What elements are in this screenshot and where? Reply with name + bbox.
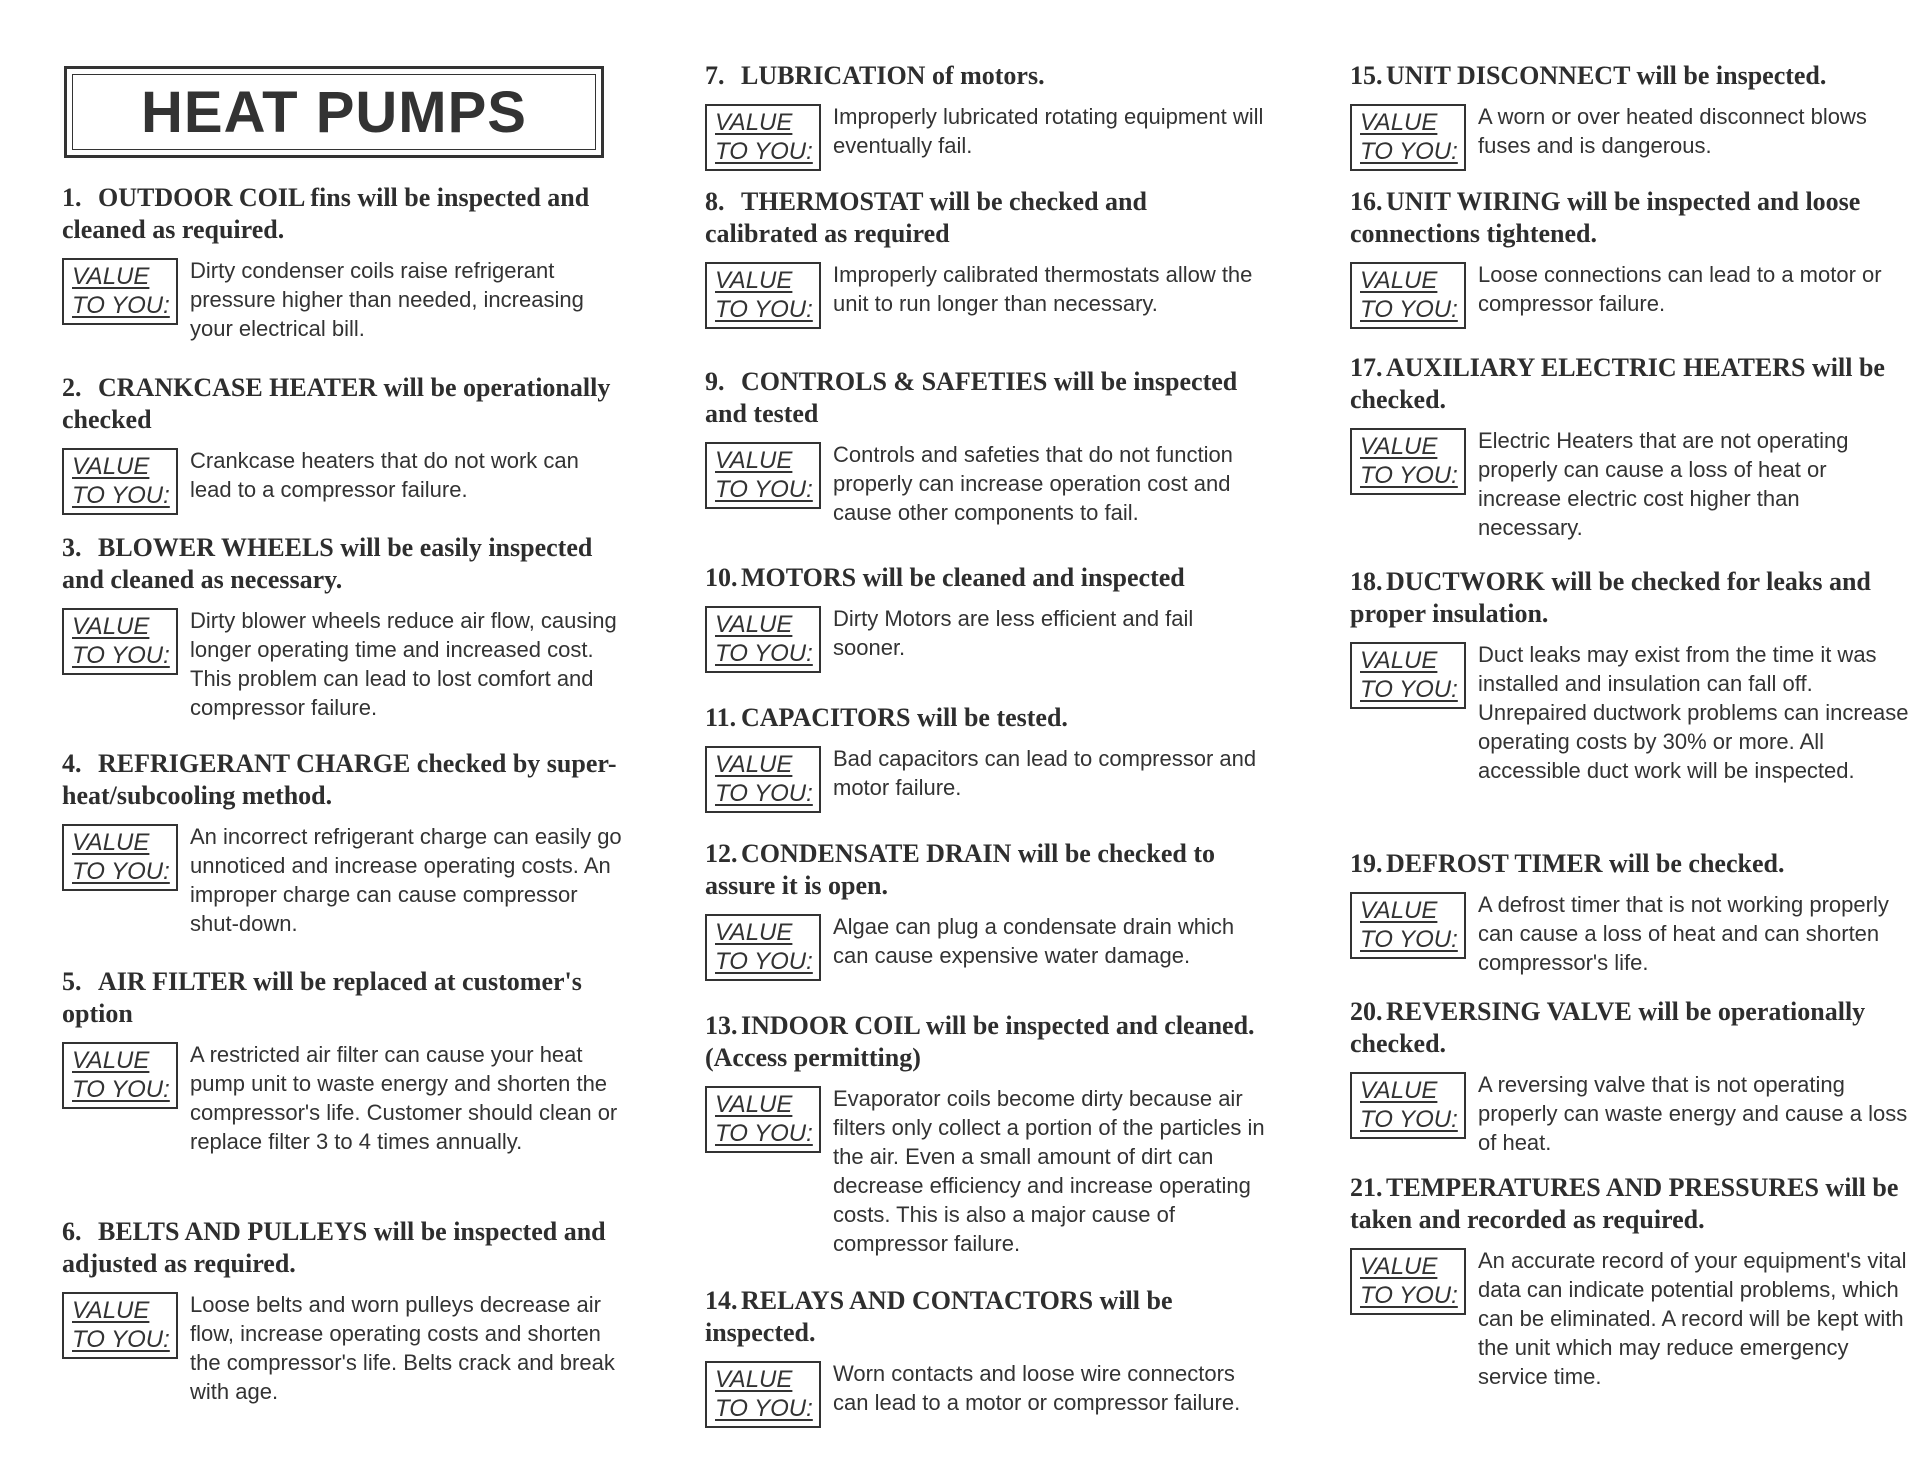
item-number: 18. (1350, 567, 1383, 596)
checklist-item (1350, 186, 1910, 329)
item-heading-text: INDOOR COIL will be inspected and cleaned. (Access permitting) (705, 1011, 1255, 1072)
item-number: 19. (1350, 849, 1383, 878)
item-heading (1350, 996, 1910, 1060)
value-to-you-box (62, 824, 178, 891)
item-number: 13. (705, 1011, 738, 1040)
value-label: VALUE (1360, 647, 1438, 674)
checklist-item (62, 748, 622, 938)
to-you-label: TO YOU: (72, 292, 170, 319)
value-to-you-box (62, 448, 178, 515)
item-number: 2. (62, 373, 82, 402)
item-heading-text: DEFROST TIMER will be checked. (1386, 849, 1785, 878)
title-box (64, 66, 604, 158)
item-heading (705, 838, 1265, 902)
item-number: 20. (1350, 997, 1383, 1026)
item-heading (62, 1216, 622, 1280)
value-label: VALUE (72, 829, 150, 856)
to-you-label: TO YOU: (715, 640, 813, 667)
checklist-item (705, 1285, 1265, 1428)
value-row (1350, 890, 1910, 977)
item-heading-text: BLOWER WHEELS will be easily inspected and cleaned as necessary. (62, 533, 593, 594)
page-title: HEAT PUMPS (141, 79, 527, 145)
item-heading-text: TEMPERATURES AND PRESSURES will be taken and recorded as required. (1350, 1173, 1899, 1234)
to-you-label: TO YOU: (72, 482, 170, 509)
item-description: A worn or over heated disconnect blows fuses and is dangerous. (1478, 104, 1867, 158)
to-you-label: TO YOU: (715, 296, 813, 323)
item-description: Loose connections can lead to a motor or compressor failure. (1478, 262, 1882, 316)
to-you-label: TO YOU: (1360, 1282, 1458, 1309)
to-you-label: TO YOU: (1360, 926, 1458, 953)
checklist-item (62, 1216, 622, 1406)
value-to-you-box (705, 606, 821, 673)
value-to-you-box (62, 1042, 178, 1109)
value-label: VALUE (72, 1047, 150, 1074)
value-label: VALUE (72, 263, 150, 290)
item-heading-text: BELTS AND PULLEYS will be inspected and adjusted as required. (62, 1217, 606, 1278)
value-row (705, 912, 1265, 981)
value-row (1350, 1246, 1910, 1391)
item-heading (705, 1285, 1265, 1349)
value-row (1350, 426, 1910, 542)
item-description: Loose belts and worn pulleys decrease air flow, increase operating costs and shorten the compressor's life. Belts crack and break with age. (190, 1292, 615, 1404)
to-you-label: TO YOU: (72, 642, 170, 669)
item-number: 21. (1350, 1173, 1383, 1202)
checklist-item (1350, 60, 1910, 171)
item-number: 15. (1350, 61, 1383, 90)
value-label: VALUE (715, 611, 793, 638)
item-heading (1350, 848, 1910, 880)
value-to-you-box (1350, 642, 1466, 709)
item-heading (1350, 566, 1910, 630)
item-heading-text: CAPACITORS will be tested. (741, 703, 1068, 732)
value-to-you-box (1350, 262, 1466, 329)
checklist-item (62, 182, 622, 343)
value-label: VALUE (715, 109, 793, 136)
item-heading-text: REVERSING VALVE will be operationally checked. (1350, 997, 1866, 1058)
item-number: 8. (705, 187, 725, 216)
item-description: Controls and safeties that do not function properly can increase operation cost and cause other components to fail. (833, 442, 1233, 525)
item-heading-text: AIR FILTER will be replaced at customer's option (62, 967, 582, 1028)
to-you-label: TO YOU: (1360, 1106, 1458, 1133)
to-you-label: TO YOU: (715, 1395, 813, 1422)
value-row (705, 604, 1265, 673)
to-you-label: TO YOU: (1360, 676, 1458, 703)
value-row (62, 606, 622, 722)
checklist-item (62, 532, 622, 722)
value-to-you-box (1350, 1072, 1466, 1139)
item-description: Electric Heaters that are not operating properly can cause a loss of heat or increase electric cost higher than necessary. (1478, 428, 1849, 540)
item-heading (1350, 1172, 1910, 1236)
value-to-you-box (62, 608, 178, 675)
value-label: VALUE (1360, 267, 1438, 294)
checklist-item (705, 562, 1265, 673)
item-number: 11. (705, 703, 737, 732)
to-you-label: TO YOU: (72, 858, 170, 885)
checklist-item (1350, 352, 1910, 542)
value-to-you-box (705, 104, 821, 171)
item-number: 1. (62, 183, 82, 212)
item-description: A defrost timer that is not working properly can cause a loss of heat and can shorten compressor's life. (1478, 892, 1889, 975)
item-heading-text: REFRIGERANT CHARGE checked by super-heat/subcooling method. (62, 749, 617, 810)
value-to-you-box (1350, 104, 1466, 171)
item-heading-text: DUCTWORK will be checked for leaks and proper insulation. (1350, 567, 1871, 628)
item-number: 3. (62, 533, 82, 562)
item-heading (705, 186, 1265, 250)
value-label: VALUE (1360, 109, 1438, 136)
value-row (705, 1359, 1265, 1428)
item-description: Worn contacts and loose wire connectors can lead to a motor or compressor failure. (833, 1361, 1241, 1415)
value-to-you-box (705, 746, 821, 813)
value-row (62, 256, 622, 343)
item-number: 6. (62, 1217, 82, 1246)
checklist-item (62, 966, 622, 1156)
item-description: Duct leaks may exist from the time it was installed and insulation can fall off. Unrepaired ductwork problems can increase operating costs by 30% or more. All accessible duct work will be inspected. (1478, 642, 1909, 783)
item-number: 9. (705, 367, 725, 396)
value-label: VALUE (715, 267, 793, 294)
item-number: 4. (62, 749, 82, 778)
value-label: VALUE (1360, 433, 1438, 460)
item-heading-text: THERMOSTAT will be checked and calibrated as required (705, 187, 1147, 248)
value-row (1350, 102, 1910, 171)
value-label: VALUE (715, 751, 793, 778)
item-number: 17. (1350, 353, 1383, 382)
item-heading (1350, 60, 1910, 92)
item-heading (705, 1010, 1265, 1074)
to-you-label: TO YOU: (1360, 138, 1458, 165)
to-you-label: TO YOU: (1360, 296, 1458, 323)
value-row (705, 1084, 1265, 1258)
item-description: An incorrect refrigerant charge can easily go unnoticed and increase operating costs. An improper charge can cause compressor shut-down. (190, 824, 622, 936)
item-description: Dirty blower wheels reduce air flow, causing longer operating time and increased cost. This problem can lead to lost comfort and compressor failure. (190, 608, 617, 720)
value-label: VALUE (1360, 1077, 1438, 1104)
item-number: 16. (1350, 187, 1383, 216)
item-description: Algae can plug a condensate drain which can cause expensive water damage. (833, 914, 1235, 968)
value-label: VALUE (72, 1297, 150, 1324)
checklist-item (705, 838, 1265, 981)
item-heading (62, 532, 622, 596)
item-heading-text: OUTDOOR COIL fins will be inspected and cleaned as required. (62, 183, 590, 244)
item-description: Dirty condenser coils raise refrigerant pressure higher than needed, increasing your electrical bill. (190, 258, 584, 341)
value-label: VALUE (715, 1091, 793, 1118)
item-description: Improperly calibrated thermostats allow the unit to run longer than necessary. (833, 262, 1253, 316)
checklist-item (1350, 996, 1910, 1157)
checklist-item (705, 186, 1265, 329)
value-label: VALUE (715, 919, 793, 946)
item-heading (1350, 186, 1910, 250)
value-row (62, 822, 622, 938)
value-to-you-box (705, 442, 821, 509)
value-to-you-box (1350, 428, 1466, 495)
item-description: An accurate record of your equipment's vital data can indicate potential problems, which can be eliminated. A record will be kept with the unit which may reduce emergency service time. (1478, 1248, 1907, 1389)
item-heading-text: UNIT WIRING will be inspected and loose connections tightened. (1350, 187, 1861, 248)
item-description: A reversing valve that is not operating properly can waste energy and cause a loss of heat. (1478, 1072, 1908, 1155)
item-heading-text: CONTROLS & SAFETIES will be inspected and tested (705, 367, 1238, 428)
checklist-item (705, 366, 1265, 527)
value-label: VALUE (715, 1366, 793, 1393)
value-label: VALUE (72, 453, 150, 480)
item-description: Dirty Motors are less efficient and fail sooner. (833, 606, 1194, 660)
value-label: VALUE (72, 613, 150, 640)
item-number: 14. (705, 1286, 738, 1315)
value-row (1350, 1070, 1910, 1157)
checklist-item (705, 1010, 1265, 1258)
to-you-label: TO YOU: (1360, 462, 1458, 489)
value-row (705, 744, 1265, 813)
value-row (705, 440, 1265, 527)
item-heading (705, 702, 1265, 734)
value-row (1350, 260, 1910, 329)
value-label: VALUE (1360, 897, 1438, 924)
item-heading-text: AUXILIARY ELECTRIC HEATERS will be checked. (1350, 353, 1885, 414)
value-to-you-box (1350, 1248, 1466, 1315)
value-label: VALUE (715, 447, 793, 474)
value-row (1350, 640, 1910, 785)
value-to-you-box (705, 1361, 821, 1428)
checklist-item (62, 372, 622, 515)
item-heading (62, 372, 622, 436)
item-number: 10. (705, 563, 738, 592)
item-description: Evaporator coils become dirty because air filters only collect a portion of the particles in the air. Even a small amount of dirt can decrease efficiency and increase operating costs. This is also a major cause of compressor failure. (833, 1086, 1265, 1256)
item-heading-text: LUBRICATION of motors. (741, 61, 1045, 90)
to-you-label: TO YOU: (715, 780, 813, 807)
value-to-you-box (62, 258, 178, 325)
to-you-label: TO YOU: (72, 1326, 170, 1353)
item-heading (705, 562, 1265, 594)
item-heading-text: CRANKCASE HEATER will be operationally checked (62, 373, 611, 434)
value-row (62, 1290, 622, 1406)
item-heading (62, 748, 622, 812)
value-to-you-box (705, 262, 821, 329)
item-heading-text: CONDENSATE DRAIN will be checked to assure it is open. (705, 839, 1216, 900)
value-to-you-box (705, 1086, 821, 1153)
item-heading-text: UNIT DISCONNECT will be inspected. (1386, 61, 1827, 90)
value-row (705, 102, 1265, 171)
value-to-you-box (62, 1292, 178, 1359)
item-heading (1350, 352, 1910, 416)
to-you-label: TO YOU: (715, 138, 813, 165)
value-row (62, 1040, 622, 1156)
to-you-label: TO YOU: (72, 1076, 170, 1103)
item-description: Improperly lubricated rotating equipment will eventually fail. (833, 104, 1264, 158)
checklist-item (705, 60, 1265, 171)
item-heading (705, 60, 1265, 92)
item-heading-text: RELAYS AND CONTACTORS will be inspected. (705, 1286, 1173, 1347)
item-heading-text: MOTORS will be cleaned and inspected (741, 563, 1185, 592)
item-heading (705, 366, 1265, 430)
item-heading (62, 182, 622, 246)
value-to-you-box (705, 914, 821, 981)
to-you-label: TO YOU: (715, 476, 813, 503)
to-you-label: TO YOU: (715, 948, 813, 975)
title-frame (72, 74, 596, 150)
item-description: Bad capacitors can lead to compressor and motor failure. (833, 746, 1257, 800)
value-row (62, 446, 622, 515)
value-label: VALUE (1360, 1253, 1438, 1280)
checklist-item (1350, 1172, 1910, 1391)
item-number: 5. (62, 967, 82, 996)
checklist-item (1350, 848, 1910, 977)
item-number: 12. (705, 839, 738, 868)
item-number: 7. (705, 61, 725, 90)
to-you-label: TO YOU: (715, 1120, 813, 1147)
item-description: A restricted air filter can cause your heat pump unit to waste energy and shorten the compressor's life. Customer should clean or replace filter 3 to 4 times annually. (190, 1042, 618, 1154)
item-description: Crankcase heaters that do not work can lead to a compressor failure. (190, 448, 579, 502)
checklist-item (705, 702, 1265, 813)
value-to-you-box (1350, 892, 1466, 959)
value-row (705, 260, 1265, 329)
checklist-item (1350, 566, 1910, 785)
item-heading (62, 966, 622, 1030)
